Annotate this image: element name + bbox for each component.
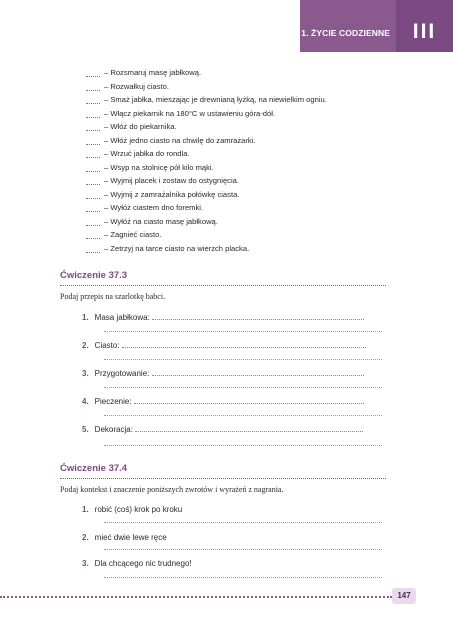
item-number: 2. xyxy=(82,533,89,542)
order-blank[interactable] xyxy=(86,83,100,91)
order-blank[interactable] xyxy=(86,245,100,253)
list-item: – Wyłóż na ciasto masę jabłkową. xyxy=(86,215,406,229)
answer-line[interactable] xyxy=(104,359,382,360)
section-roman-numeral: III xyxy=(412,20,437,43)
list-item: – Włóż do piekarnika. xyxy=(86,120,406,134)
item-label: Przygotowanie: xyxy=(94,369,150,378)
list-item: – Wyjmij z zamrażalnika połówkę ciasta. xyxy=(86,188,406,202)
exercise-title: Ćwiczenie 37.4 xyxy=(60,463,128,474)
answer-item-preparation xyxy=(82,367,382,381)
list-item: – Wsyp na stolnicę pół kilo mąki. xyxy=(86,161,406,175)
order-blank[interactable] xyxy=(86,69,100,77)
answer-field[interactable] xyxy=(152,311,364,320)
answer-field[interactable] xyxy=(135,423,363,432)
exercise-divider xyxy=(60,478,386,479)
list-item: – Wyłóż ciastem dno foremki. xyxy=(86,201,406,215)
item-label: Dekoracja: xyxy=(94,425,133,434)
item-label: Masa jabłkowa: xyxy=(94,313,150,322)
page-number: 147 xyxy=(392,588,416,604)
order-blank[interactable] xyxy=(86,231,100,239)
list-item: – Włącz piekarnik na 180°C w ustawieniu góra-dół. xyxy=(86,107,406,121)
order-blank[interactable] xyxy=(86,150,100,158)
answer-line[interactable] xyxy=(104,445,382,446)
recipe-steps-list xyxy=(86,66,406,255)
list-item: – Rozwałkuj ciasto. xyxy=(86,80,406,94)
list-item: – Smaż jabłka, mieszając je drewnianą łyżką, na niewielkim ogniu. xyxy=(86,93,406,107)
answer-field[interactable] xyxy=(122,339,366,348)
exercise-instruction: Podaj przepis na szarlotkę babci. xyxy=(60,292,166,301)
list-item: – Zetrzyj na tarce ciasto na wierzch placka. xyxy=(86,242,406,256)
exercise-title: Ćwiczenie 37.3 xyxy=(60,270,128,281)
answer-line[interactable] xyxy=(104,415,382,416)
answer-line[interactable] xyxy=(104,577,382,578)
item-number: 1. xyxy=(82,505,89,514)
order-blank[interactable] xyxy=(86,204,100,212)
answer-line[interactable] xyxy=(104,331,382,332)
item-label: Pieczenie: xyxy=(94,397,132,406)
item-number: 3. xyxy=(82,369,89,378)
item-number: 2. xyxy=(82,341,89,350)
item-number: 5. xyxy=(82,425,89,434)
exercise-divider xyxy=(60,285,386,286)
footer-divider xyxy=(0,596,392,598)
list-item: – Wyjmij placek i zostaw do ostygnięcia. xyxy=(86,174,406,188)
item-label: robić (coś) krok po kroku xyxy=(94,505,183,514)
item-number: 4. xyxy=(82,397,89,406)
item-number: 1. xyxy=(82,313,89,322)
item-number: 3. xyxy=(82,559,89,568)
order-blank[interactable] xyxy=(86,123,100,131)
answer-line[interactable] xyxy=(104,549,382,550)
phrase-item xyxy=(82,503,382,517)
item-label: mieć dwie lewe ręce xyxy=(94,533,167,542)
answer-item-dough xyxy=(82,339,382,353)
section-number-tab xyxy=(396,0,453,52)
answer-field[interactable] xyxy=(152,367,364,376)
exercise-instruction: Podaj kontekst i znaczenie poniższych zwrotów i wyrażeń z nagrania. xyxy=(60,485,284,494)
order-blank[interactable] xyxy=(86,164,100,172)
order-blank[interactable] xyxy=(86,177,100,185)
answer-item-baking xyxy=(82,395,382,409)
answer-line[interactable] xyxy=(104,522,382,523)
item-label: Dla chcącego nic trudnego! xyxy=(94,559,192,568)
answer-line[interactable] xyxy=(104,387,382,388)
chapter-title: 1. ŻYCIE CODZIENNE xyxy=(301,28,390,38)
answer-field[interactable] xyxy=(134,395,364,404)
order-blank[interactable] xyxy=(86,137,100,145)
order-blank[interactable] xyxy=(86,96,100,104)
order-blank[interactable] xyxy=(86,191,100,199)
phrase-item xyxy=(82,531,382,545)
list-item: – Zagnieć ciasto. xyxy=(86,228,406,242)
list-item: – Wrzuć jabłka do rondla. xyxy=(86,147,406,161)
list-item: – Rozsmaruj masę jabłkową. xyxy=(86,66,406,80)
order-blank[interactable] xyxy=(86,218,100,226)
phrase-item xyxy=(82,557,382,571)
chapter-banner xyxy=(300,0,396,52)
answer-item-decoration xyxy=(82,423,382,437)
item-label: Ciasto: xyxy=(94,341,120,350)
answer-item-apple-mass xyxy=(82,311,382,325)
order-blank[interactable] xyxy=(86,110,100,118)
list-item: – Włóż jedno ciasto na chwilę do zamrażarki. xyxy=(86,134,406,148)
